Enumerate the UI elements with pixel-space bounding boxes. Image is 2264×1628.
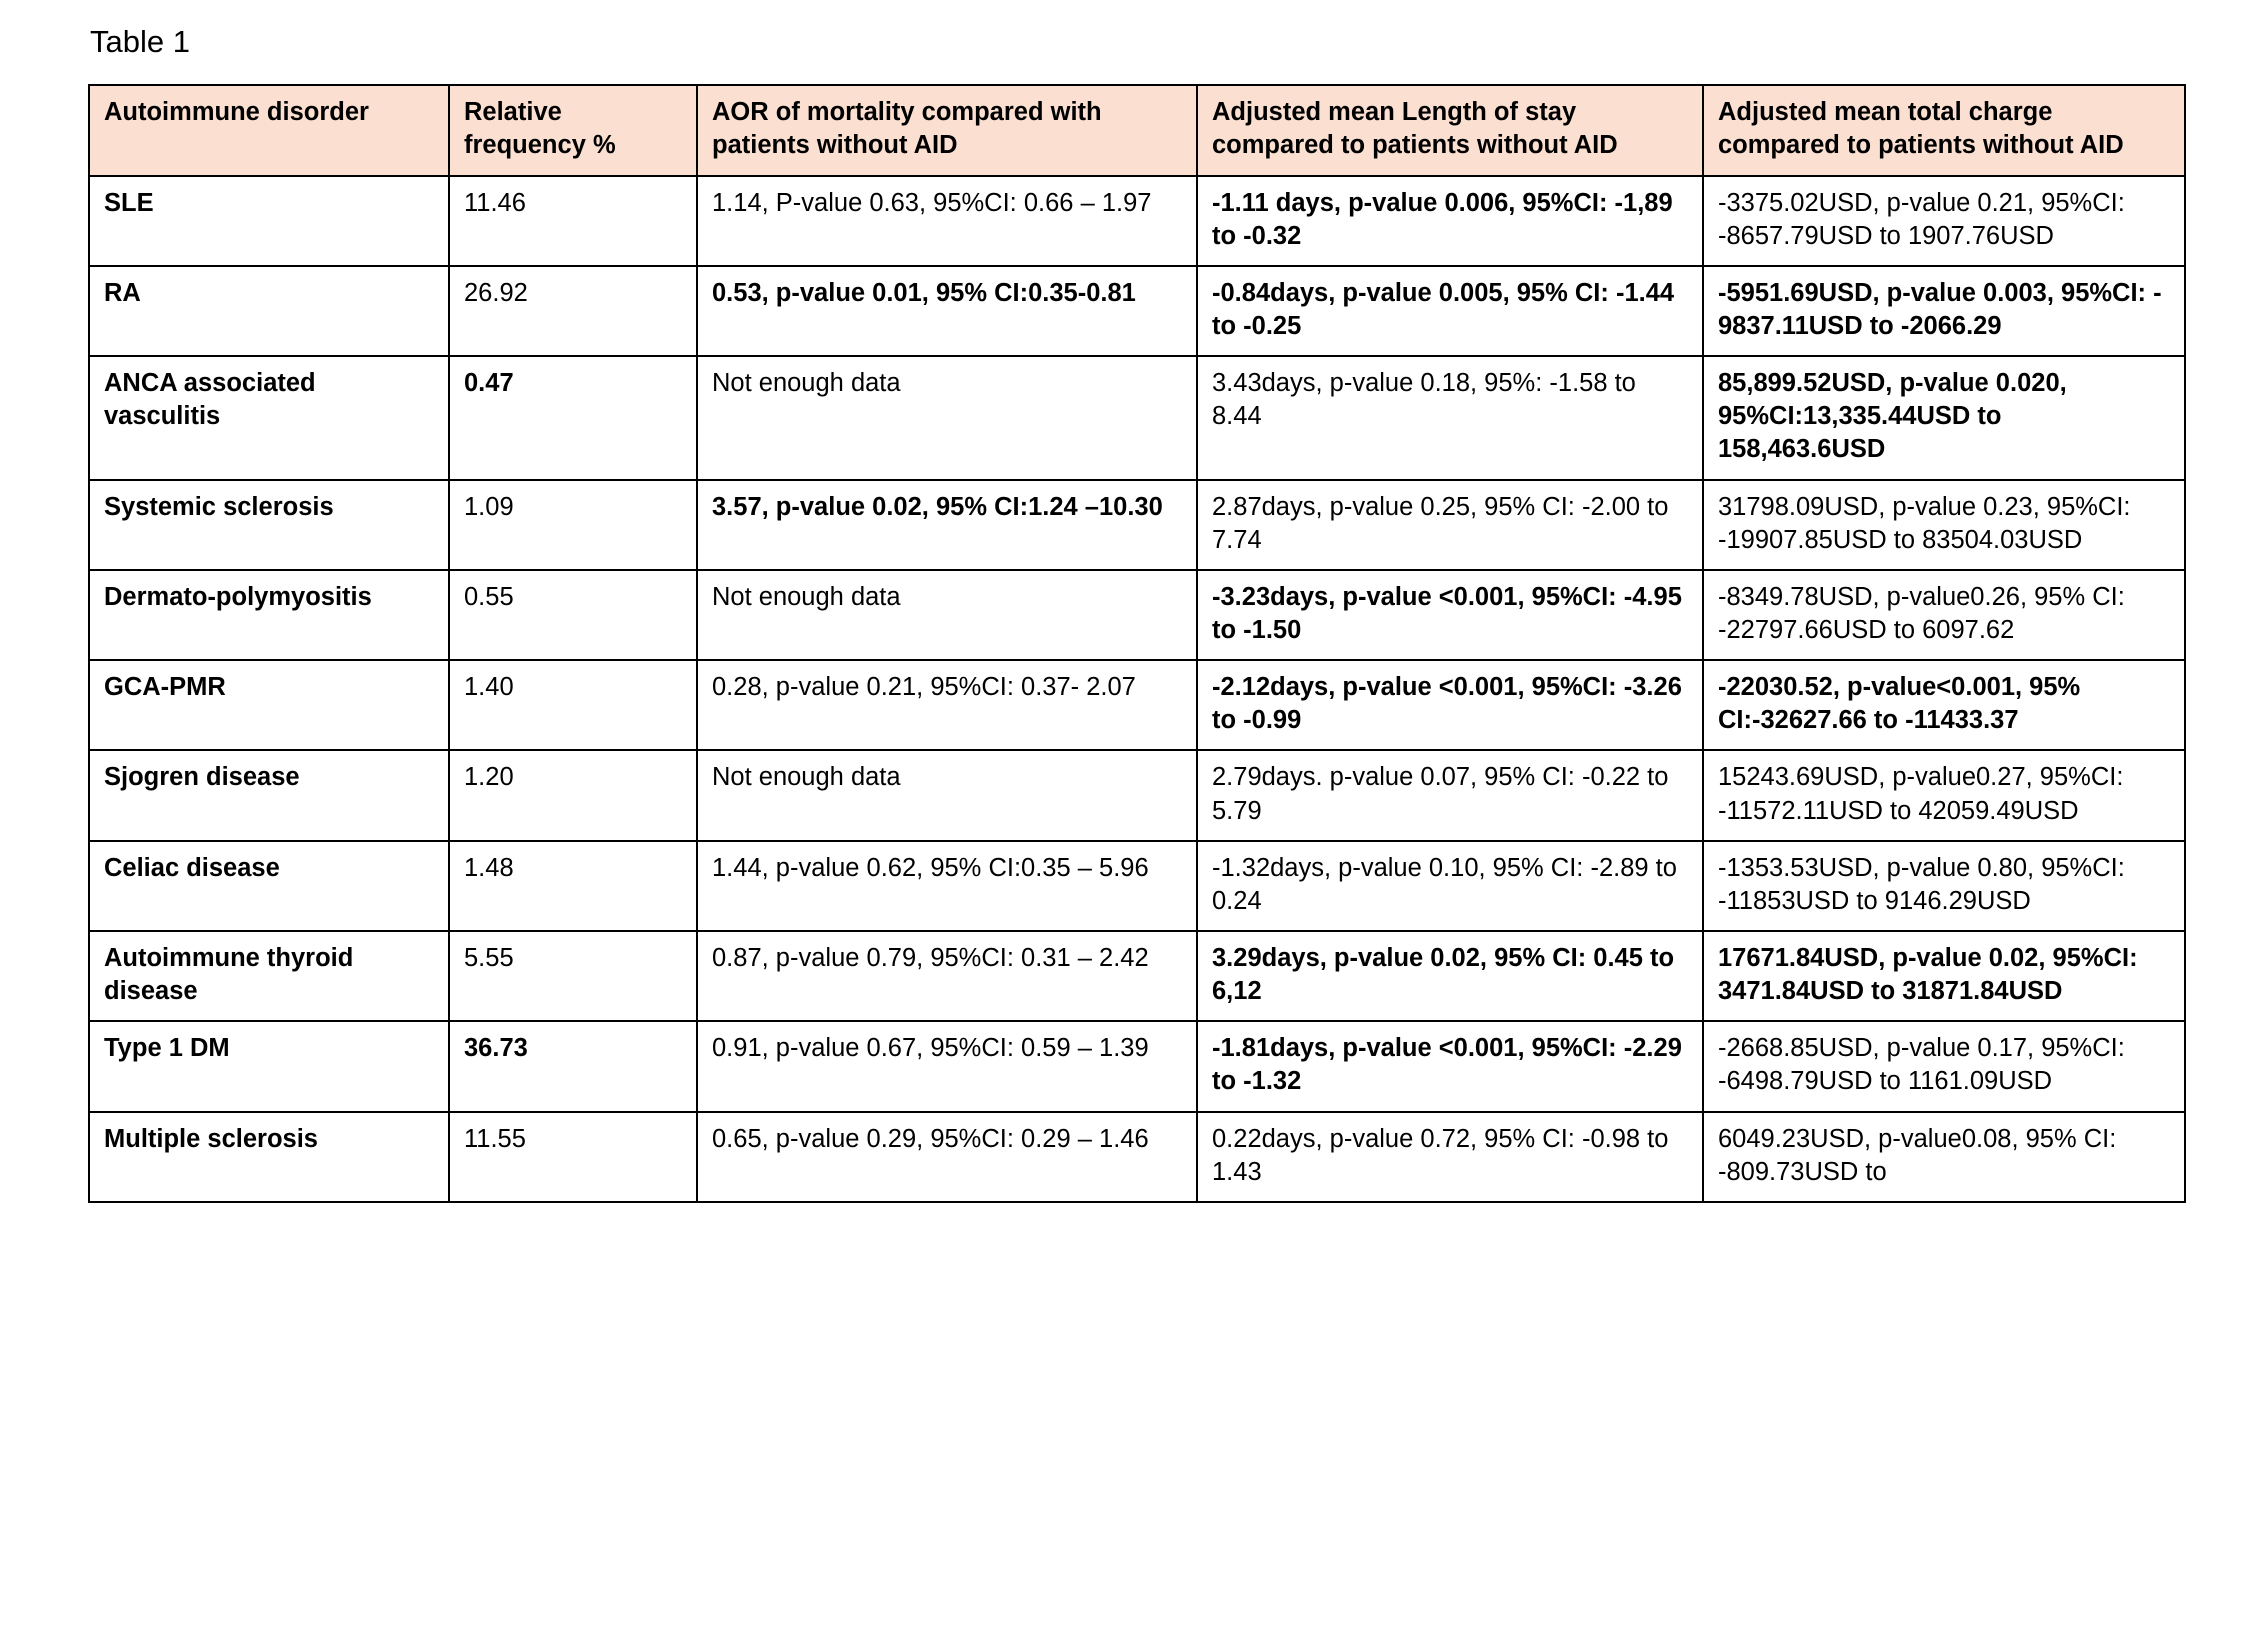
cell-length-of-stay: 0.22days, p-value 0.72, 95% CI: -0.98 to 1.43 (1197, 1112, 1703, 1202)
table-body (89, 176, 2185, 1202)
cell-total-charge: 15243.69USD, p-value0.27, 95%CI: -11572.11USD to 42059.49USD (1703, 750, 2185, 840)
cell-length-of-stay: 2.87days, p-value 0.25, 95% CI: -2.00 to 7.74 (1197, 480, 1703, 570)
cell-length-of-stay: -1.32days, p-value 0.10, 95% CI: -2.89 to 0.24 (1197, 841, 1703, 931)
autoimmune-disorder-table (88, 84, 2186, 1203)
cell-total-charge: 85,899.52USD, p-value 0.020, 95%CI:13,335.44USD to 158,463.6USD (1703, 356, 2185, 479)
cell-disorder: Type 1 DM (89, 1021, 449, 1111)
cell-length-of-stay: -2.12days, p-value <0.001, 95%CI: -3.26 to -0.99 (1197, 660, 1703, 750)
cell-frequency: 1.48 (449, 841, 697, 931)
cell-total-charge: 31798.09USD, p-value 0.23, 95%CI: -19907.85USD to 83504.03USD (1703, 480, 2185, 570)
table-row (89, 266, 2185, 356)
cell-frequency: 36.73 (449, 1021, 697, 1111)
table-row (89, 570, 2185, 660)
cell-aor: Not enough data (697, 750, 1197, 840)
table-row (89, 176, 2185, 266)
cell-frequency: 0.55 (449, 570, 697, 660)
cell-disorder: SLE (89, 176, 449, 266)
cell-length-of-stay: 3.29days, p-value 0.02, 95% CI: 0.45 to 6,12 (1197, 931, 1703, 1021)
cell-disorder: Dermato-polymyositis (89, 570, 449, 660)
table-header (89, 85, 2185, 175)
cell-length-of-stay: 2.79days. p-value 0.07, 95% CI: -0.22 to 5.79 (1197, 750, 1703, 840)
cell-frequency: 11.55 (449, 1112, 697, 1202)
cell-frequency: 1.20 (449, 750, 697, 840)
cell-aor: 0.91, p-value 0.67, 95%CI: 0.59 – 1.39 (697, 1021, 1197, 1111)
cell-frequency: 5.55 (449, 931, 697, 1021)
cell-total-charge: -8349.78USD, p-value0.26, 95% CI: -22797.66USD to 6097.62 (1703, 570, 2185, 660)
page-title: Table 1 (90, 24, 190, 59)
cell-disorder: RA (89, 266, 449, 356)
table-header-row (89, 85, 2185, 175)
cell-disorder: Systemic sclerosis (89, 480, 449, 570)
cell-frequency: 0.47 (449, 356, 697, 479)
cell-disorder: Sjogren disease (89, 750, 449, 840)
cell-total-charge: -3375.02USD, p-value 0.21, 95%CI: -8657.79USD to 1907.76USD (1703, 176, 2185, 266)
cell-total-charge: 17671.84USD, p-value 0.02, 95%CI: 3471.84USD to 31871.84USD (1703, 931, 2185, 1021)
cell-aor: Not enough data (697, 356, 1197, 479)
cell-disorder: GCA-PMR (89, 660, 449, 750)
cell-frequency: 1.09 (449, 480, 697, 570)
cell-aor: Not enough data (697, 570, 1197, 660)
cell-length-of-stay: -0.84days, p-value 0.005, 95% CI: -1.44 to -0.25 (1197, 266, 1703, 356)
cell-length-of-stay: 3.43days, p-value 0.18, 95%: -1.58 to 8.44 (1197, 356, 1703, 479)
cell-total-charge: -1353.53USD, p-value 0.80, 95%CI: -11853USD to 9146.29USD (1703, 841, 2185, 931)
cell-aor: 1.14, P-value 0.63, 95%CI: 0.66 – 1.97 (697, 176, 1197, 266)
cell-total-charge: -5951.69USD, p-value 0.003, 95%CI: - 9837.11USD to -2066.29 (1703, 266, 2185, 356)
table-row (89, 750, 2185, 840)
column-header-aor: AOR of mortality compared with patients without AID (697, 85, 1197, 175)
cell-aor: 1.44, p-value 0.62, 95% CI:0.35 – 5.96 (697, 841, 1197, 931)
cell-length-of-stay: -1.81days, p-value <0.001, 95%CI: -2.29 to -1.32 (1197, 1021, 1703, 1111)
cell-length-of-stay: -1.11 days, p-value 0.006, 95%CI: -1,89 to -0.32 (1197, 176, 1703, 266)
cell-total-charge: -22030.52, p-value<0.001, 95% CI:-32627.66 to -11433.37 (1703, 660, 2185, 750)
table-row (89, 1112, 2185, 1202)
column-header-disorder: Autoimmune disorder (89, 85, 449, 175)
cell-total-charge: -2668.85USD, p-value 0.17, 95%CI: -6498.79USD to 1161.09USD (1703, 1021, 2185, 1111)
cell-aor: 3.57, p-value 0.02, 95% CI:1.24 –10.30 (697, 480, 1197, 570)
cell-disorder: Celiac disease (89, 841, 449, 931)
column-header-total-charge: Adjusted mean total charge compared to patients without AID (1703, 85, 2185, 175)
cell-aor: 0.65, p-value 0.29, 95%CI: 0.29 – 1.46 (697, 1112, 1197, 1202)
table-row (89, 931, 2185, 1021)
table-row (89, 1021, 2185, 1111)
column-header-frequency: Relative frequency % (449, 85, 697, 175)
table-row (89, 841, 2185, 931)
cell-aor: 0.28, p-value 0.21, 95%CI: 0.37- 2.07 (697, 660, 1197, 750)
cell-frequency: 1.40 (449, 660, 697, 750)
cell-frequency: 11.46 (449, 176, 697, 266)
column-header-length-of-stay: Adjusted mean Length of stay compared to patients without AID (1197, 85, 1703, 175)
cell-frequency: 26.92 (449, 266, 697, 356)
cell-total-charge: 6049.23USD, p-value0.08, 95% CI: -809.73USD to (1703, 1112, 2185, 1202)
table-row (89, 660, 2185, 750)
table-row (89, 356, 2185, 479)
cell-length-of-stay: -3.23days, p-value <0.001, 95%CI: -4.95 to -1.50 (1197, 570, 1703, 660)
cell-disorder: ANCA associated vasculitis (89, 356, 449, 479)
cell-aor: 0.53, p-value 0.01, 95% CI:0.35-0.81 (697, 266, 1197, 356)
cell-aor: 0.87, p-value 0.79, 95%CI: 0.31 – 2.42 (697, 931, 1197, 1021)
cell-disorder: Multiple sclerosis (89, 1112, 449, 1202)
cell-disorder: Autoimmune thyroid disease (89, 931, 449, 1021)
table-row (89, 480, 2185, 570)
